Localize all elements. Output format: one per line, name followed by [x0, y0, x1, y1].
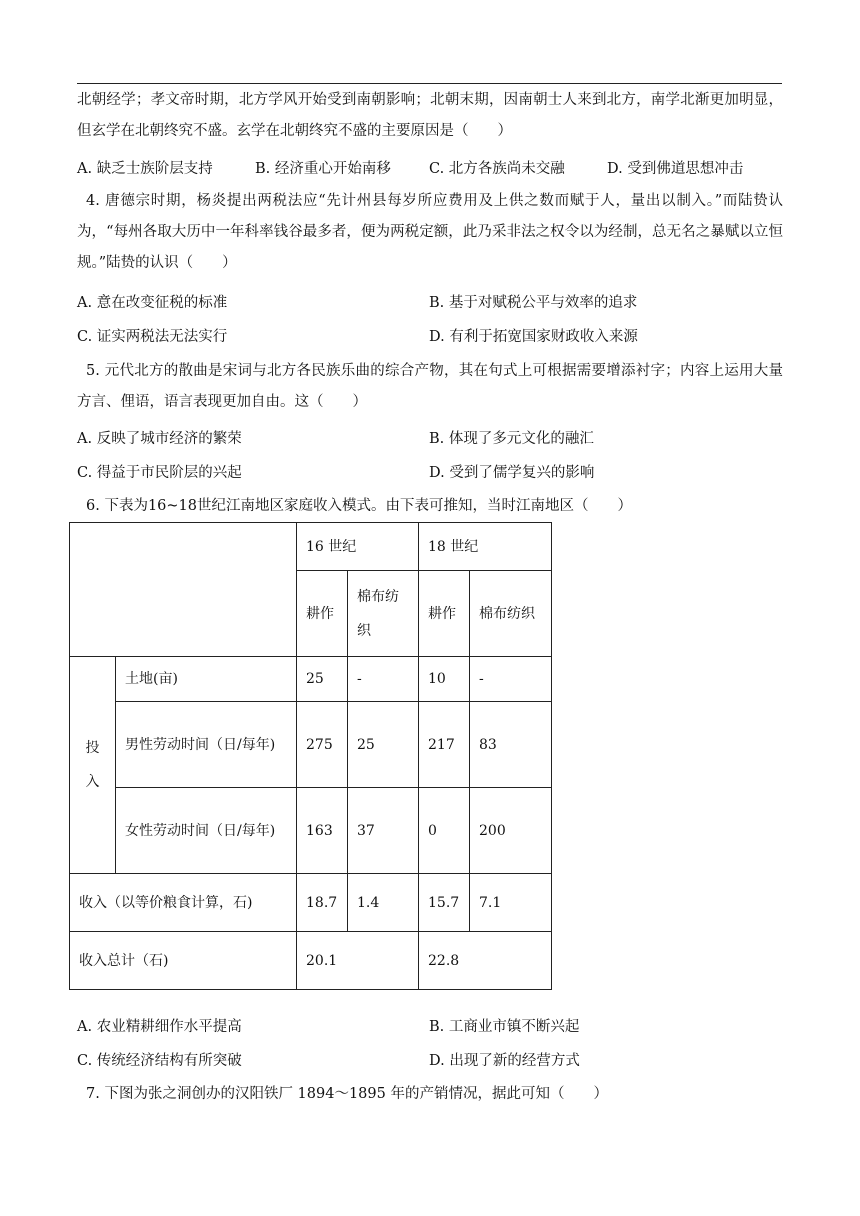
q3-option-b[interactable]: B. 经济重心开始南移: [255, 161, 391, 177]
table-cell: 275: [297, 702, 348, 788]
table-cell: 18.7: [297, 874, 348, 932]
q4-stem: 4. 唐德宗时期，杨炎提出两税法应“先计州县每岁所应费用及上供之数而赋于人，量出以制入。”而陆贽认为，“每州各取大历中一年科率钱谷最多者，便为两税定额，此乃采非法之权令以为经制，总无名之暴赋以立恒规。”陆贽的认识（ ）: [77, 193, 783, 271]
table-row-female-labor: [70, 788, 552, 874]
row-label: 收入总计（石): [70, 932, 297, 990]
header-farming-18: 耕作: [419, 571, 470, 657]
table-cell: 1.4: [348, 874, 419, 932]
table-row-male-labor: [70, 702, 552, 788]
row-label: 男性劳动时间（日/每年): [116, 702, 297, 788]
table-cell: 25: [348, 702, 419, 788]
q4-option-b[interactable]: B. 基于对赋税公平与效率的追求: [429, 295, 638, 311]
q3-option-a[interactable]: A. 缺乏士族阶层支持: [77, 161, 213, 177]
input-label: 投入: [70, 657, 116, 874]
q5-option-c[interactable]: C. 得益于市民阶层的兴起: [77, 465, 242, 481]
header-18th-century: 18 世纪: [419, 523, 552, 571]
q5-option-b[interactable]: B. 体现了多元文化的融汇: [429, 431, 594, 447]
q6-options-row1: [77, 1015, 783, 1039]
header-weaving-16: 棉布纺织: [348, 571, 419, 657]
table-cell: 37: [348, 788, 419, 874]
table-cell: -: [348, 657, 419, 702]
table-cell: 10: [419, 657, 470, 702]
row-label: 女性劳动时间（日/每年): [116, 788, 297, 874]
q6-option-d[interactable]: D. 出现了新的经营方式: [429, 1053, 580, 1069]
table-cell: 22.8: [419, 932, 552, 990]
q3-option-d[interactable]: D. 受到佛道思想冲击: [607, 161, 744, 177]
table-cell: 15.7: [419, 874, 470, 932]
table-cell: 217: [419, 702, 470, 788]
q5-options-row2: [77, 461, 783, 485]
q5-stem: 5. 元代北方的散曲是宋词与北方各民族乐曲的综合产物，其在句式上可根据需要增添衬字；内容上运用大量方言、俚语，语言表现更加自由。这（ ）: [77, 363, 783, 410]
q6-option-a[interactable]: A. 农业精耕细作水平提高: [77, 1019, 242, 1035]
header-rule: [77, 83, 782, 84]
q3-options: [77, 157, 783, 181]
q4-options-row2: [77, 325, 783, 349]
q6-options-row2: [77, 1049, 783, 1073]
q5-option-a[interactable]: A. 反映了城市经济的繁荣: [77, 431, 242, 447]
q6-option-c[interactable]: C. 传统经济结构有所突破: [77, 1053, 242, 1069]
row-label: 土地(亩): [116, 657, 297, 702]
table-cell: 83: [470, 702, 552, 788]
table-row-income: [70, 874, 552, 932]
table-cell: 25: [297, 657, 348, 702]
income-table: [69, 522, 552, 990]
q4-options-row1: [77, 291, 783, 315]
table-cell: 163: [297, 788, 348, 874]
table-row-land: [70, 657, 552, 702]
table-cell: 200: [470, 788, 552, 874]
q4-option-d[interactable]: D. 有利于拓宽国家财政收入来源: [429, 329, 638, 345]
q7-stem: 7. 下图为张之洞创办的汉阳铁厂 1894～1895 年的产销情况，据此可知（ ）: [86, 1086, 608, 1102]
q5-options-row1: [77, 427, 783, 451]
header-16th-century: 16 世纪: [297, 523, 419, 571]
table-cell: -: [470, 657, 552, 702]
table-cell: 20.1: [297, 932, 419, 990]
q6-option-b[interactable]: B. 工商业市镇不断兴起: [429, 1019, 580, 1035]
header-weaving-18: 棉布纺织: [470, 571, 552, 657]
table-corner: [70, 523, 297, 657]
header-farming-16: 耕作: [297, 571, 348, 657]
q3-stem: 北朝经学；孝文帝时期，北方学风开始受到南朝影响；北朝末期，因南朝士人来到北方，南学北渐更加明显，但玄学在北朝终究不盛。玄学在北朝终究不盛的主要原因是（ ）: [77, 92, 783, 139]
table-cell: 0: [419, 788, 470, 874]
row-label: 收入（以等价粮食计算，石): [70, 874, 297, 932]
q4-option-c[interactable]: C. 证实两税法无法实行: [77, 329, 228, 345]
table-row-total: [70, 932, 552, 990]
q4-option-a[interactable]: A. 意在改变征税的标准: [77, 295, 228, 311]
q5-option-d[interactable]: D. 受到了儒学复兴的影响: [429, 465, 595, 481]
q6-stem: 6. 下表为16~18世纪江南地区家庭收入模式。由下表可推知，当时江南地区（ ）: [86, 498, 632, 514]
q3-option-c[interactable]: C. 北方各族尚未交融: [429, 161, 565, 177]
table-cell: 7.1: [470, 874, 552, 932]
